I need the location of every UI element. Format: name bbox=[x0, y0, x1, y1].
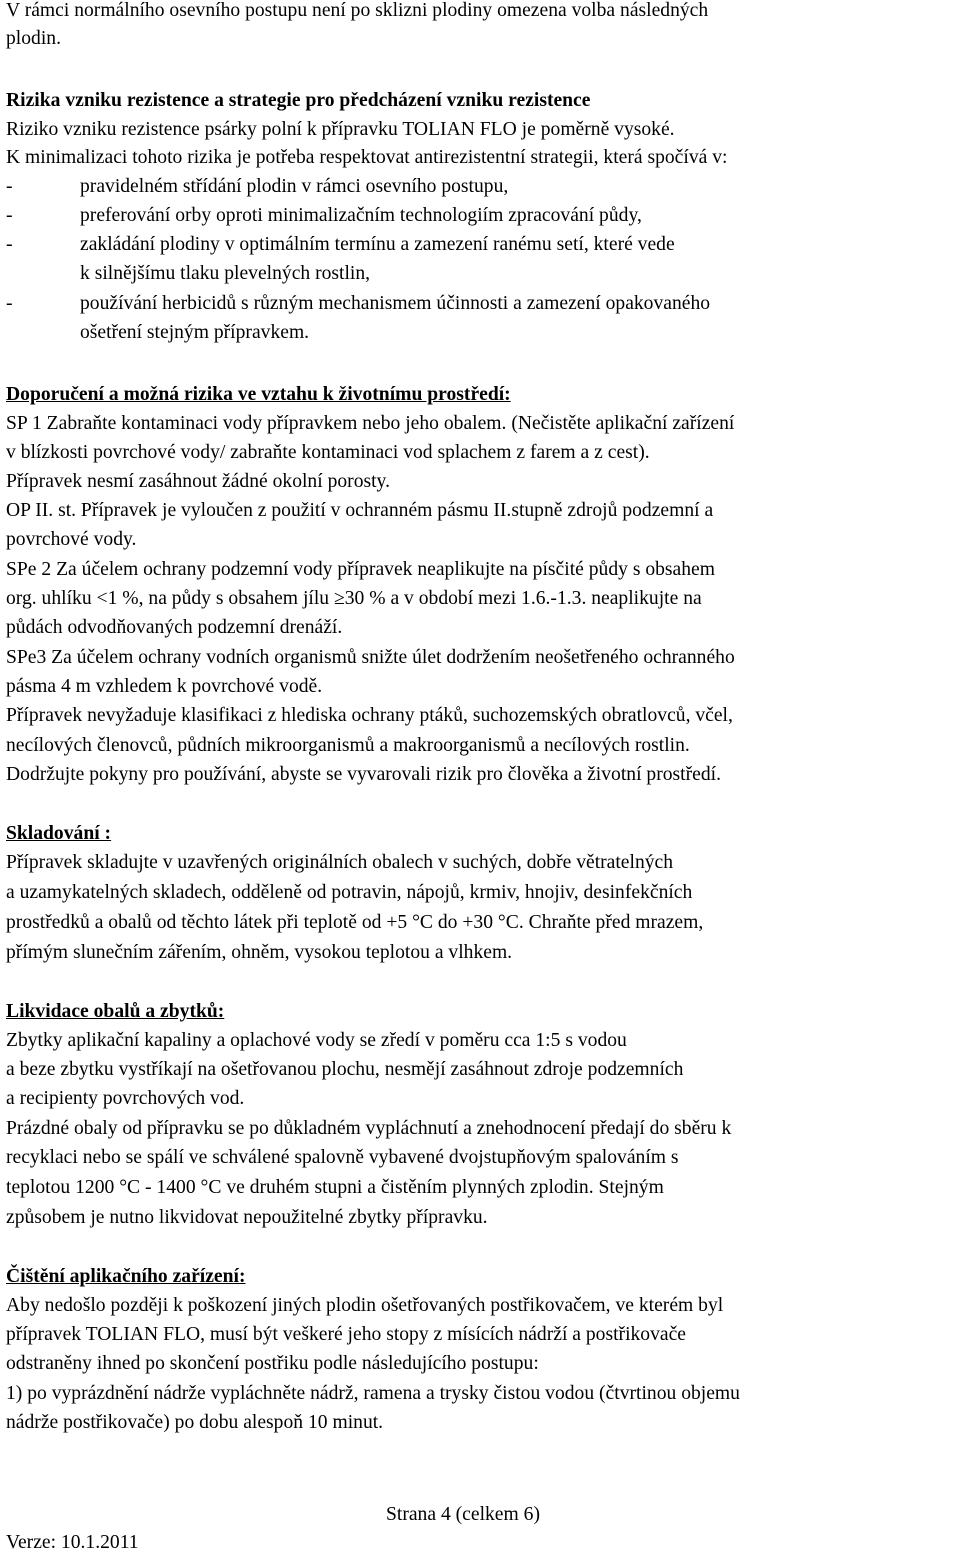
environment-line-13: Dodržujte pokyny pro používání, abyste se vyvarovali rizik pro člověka a životní prostředí. bbox=[6, 764, 721, 785]
cleaning-heading: Čištění aplikačního zařízení: bbox=[6, 1266, 246, 1287]
environment-line-9: SPe3 Za účelem ochrany vodních organismů snižte úlet dodržením neošetřeného ochranného bbox=[6, 647, 735, 668]
disposal-line-7: způsobem je nutno likvidovat nepoužitelné zbytky přípravku. bbox=[6, 1207, 488, 1228]
cleaning-line-4: 1) po vyprázdnění nádrže vypláchněte nádrž, ramena a trysky čistou vodou (čtvrtinou objemu bbox=[6, 1383, 740, 1404]
resistance-heading: Rizika vzniku rezistence a strategie pro předcházení vzniku rezistence bbox=[6, 90, 591, 111]
resistance-bullet-1: - pravidelném střídání plodin v rámci osevního postupu, bbox=[6, 176, 509, 197]
disposal-line-6: teplotou 1200 °C - 1400 °C ve druhém stupni a čistěním plynných zplodin. Stejným bbox=[6, 1177, 664, 1198]
version-label: Verze: 10.1.2011 bbox=[6, 1532, 139, 1553]
resistance-bullet-4: - používání herbicidů s různým mechanismem účinnosti a zamezení opakovaného bbox=[6, 293, 711, 314]
storage-heading: Skladování : bbox=[6, 823, 112, 844]
environment-line-11: Přípravek nevyžaduje klasifikaci z hlediska ochrany ptáků, suchozemských obratlovců, včel, bbox=[6, 705, 733, 726]
storage-line-3: prostředků a obalů od těchto látek při teplotě od +5 °C do +30 °C. Chraňte před mrazem, bbox=[6, 912, 704, 933]
environment-line-10: pásma 4 m vzhledem k povrchové vodě. bbox=[6, 676, 323, 697]
resistance-bullet-3: - zakládání plodiny v optimálním termínu a zamezení ranému setí, které vede bbox=[6, 234, 675, 255]
storage-line-1: Přípravek skladujte v uzavřených originálních obalech v suchých, dobře větratelných bbox=[6, 852, 674, 873]
environment-line-6: SPe 2 Za účelem ochrany podzemní vody přípravek neaplikujte na písčité půdy s obsahem bbox=[6, 559, 715, 580]
intro-line-2: plodin. bbox=[6, 28, 61, 49]
storage-line-4: přímým slunečním zářením, ohněm, vysokou teplotou a vlhkem. bbox=[6, 942, 513, 963]
cleaning-line-2: přípravek TOLIAN FLO, musí být veškeré jeho stopy z mísících nádrží a postřikovače bbox=[6, 1324, 686, 1345]
disposal-line-5: recyklaci nebo se spálí ve schválené spalovně vybavené dvojstupňovým spalováním s bbox=[6, 1147, 679, 1168]
disposal-line-2: a beze zbytku vystříkají na ošetřovanou plochu, nesmějí zasáhnout zdroje podzemních bbox=[6, 1059, 684, 1080]
environment-line-12: necílových členovců, půdních mikroorganismů a makroorganismů a necílových rostlin. bbox=[6, 735, 690, 756]
environment-line-1: SP 1 Zabraňte kontaminaci vody přípravkem nebo jeho obalem. (Nečistěte aplikační zařízení bbox=[6, 413, 735, 434]
cleaning-line-5: nádrže postřikovače) po dobu alespoň 10 minut. bbox=[6, 1412, 384, 1433]
environment-line-3: Přípravek nesmí zasáhnout žádné okolní porosty. bbox=[6, 471, 390, 492]
resistance-bullet-4-cont: ošetření stejným přípravkem. bbox=[80, 322, 310, 343]
disposal-line-4: Prázdné obaly od přípravku se po důkladném vypláchnutí a znehodnocení předají do sběru k bbox=[6, 1118, 732, 1139]
disposal-heading: Likvidace obalů a zbytků: bbox=[6, 1001, 225, 1022]
environment-line-2: v blízkosti povrchové vody/ zabraňte kontaminaci vod splachem z farem a z cest). bbox=[6, 442, 650, 463]
page-number: Strana 4 (celkem 6) bbox=[386, 1504, 540, 1525]
intro-line-1: V rámci normálního osevního postupu není po sklizni plodiny omezena volba následných bbox=[6, 0, 709, 21]
cleaning-line-1: Aby nedošlo později k poškození jiných plodin ošetřovaných postřikovačem, ve kterém byl bbox=[6, 1295, 724, 1316]
environment-line-5: povrchové vody. bbox=[6, 529, 137, 550]
disposal-line-3: a recipienty povrchových vod. bbox=[6, 1088, 245, 1109]
environment-line-8: půdách odvodňovaných podzemní drenáží. bbox=[6, 617, 343, 638]
resistance-line-2: K minimalizaci tohoto rizika je potřeba respektovat antirezistentní strategii, která spočívá v: bbox=[6, 147, 728, 168]
resistance-bullet-2: - preferování orby oproti minimalizačním technologiím zpracování půdy, bbox=[6, 205, 642, 226]
cleaning-line-3: odstraněny ihned po skončení postřiku podle následujícího postupu: bbox=[6, 1353, 539, 1374]
disposal-line-1: Zbytky aplikační kapaliny a oplachové vody se zředí v poměru cca 1:5 s vodou bbox=[6, 1030, 627, 1051]
environment-heading: Doporučení a možná rizika ve vztahu k životnímu prostředí: bbox=[6, 384, 511, 405]
environment-line-4: OP II. st. Přípravek je vyloučen z použití v ochranném pásmu II.stupně zdrojů podzemní a bbox=[6, 500, 714, 521]
environment-line-7: org. uhlíku <1 %, na půdy s obsahem jílu ≥30 % a v období mezi 1.6.-1.3. neaplikujte na bbox=[6, 588, 702, 609]
resistance-bullet-3-cont: k silnějšímu tlaku plevelných rostlin, bbox=[80, 263, 371, 284]
resistance-line-1: Riziko vzniku rezistence psárky polní k přípravku TOLIAN FLO je poměrně vysoké. bbox=[6, 119, 675, 140]
storage-line-2: a uzamykatelných skladech, odděleně od potravin, nápojů, krmiv, hnojiv, desinfekčních bbox=[6, 882, 693, 903]
